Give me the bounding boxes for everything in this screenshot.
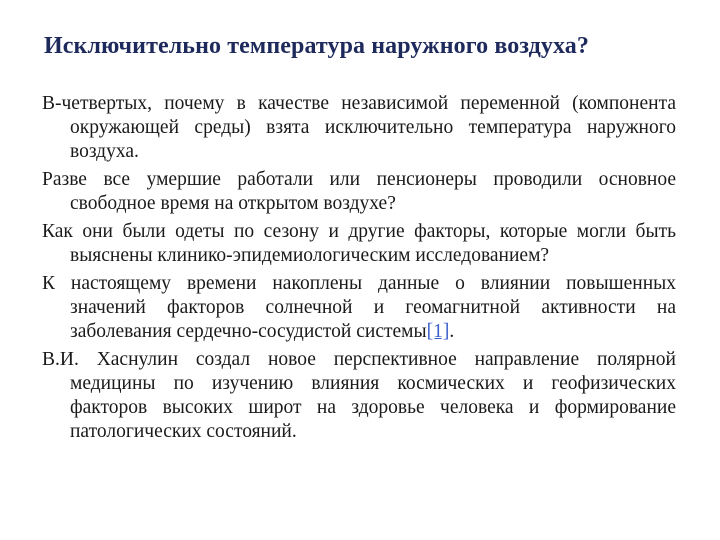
paragraph-2 [42, 168, 676, 216]
paragraph-4 [42, 272, 676, 344]
paragraph-1-text: В-четвертых, почему в качестве независимой переменной (компонента окружающей среды) взята исключительно температура наружного воздуха. [42, 93, 676, 162]
paragraph-5 [42, 348, 676, 444]
paragraph-3-text: Как они были одеты по сезону и другие факторы, которые могли быть выяснены клинико-эпидемиологическим исследованием? [42, 221, 676, 266]
paragraph-4-text: К настоящему времени накоплены данные о влиянии повышенных значений факторов солнечной и геомагнитной активности на заболевания сердечно-сосудистой системы [42, 273, 676, 342]
paragraph-4-end: . [449, 321, 455, 342]
slide-title: Исключительно температура наружного воздуха? [44, 33, 589, 59]
paragraph-2-text: Разве все умершие работали или пенсионеры проводили основное свободное время на открытом воздухе? [42, 169, 676, 214]
paragraph-5-text: В.И. Хаснулин создал новое перспективное направление полярной медицины по изучению влияния космических и геофизических факторов высоких широт на здоровье человека и формирование патологических состояний. [42, 349, 676, 442]
paragraph-3 [42, 220, 676, 268]
reference-link[interactable]: [1] [426, 321, 450, 342]
paragraph-1 [42, 92, 676, 164]
slide-body [42, 92, 676, 448]
